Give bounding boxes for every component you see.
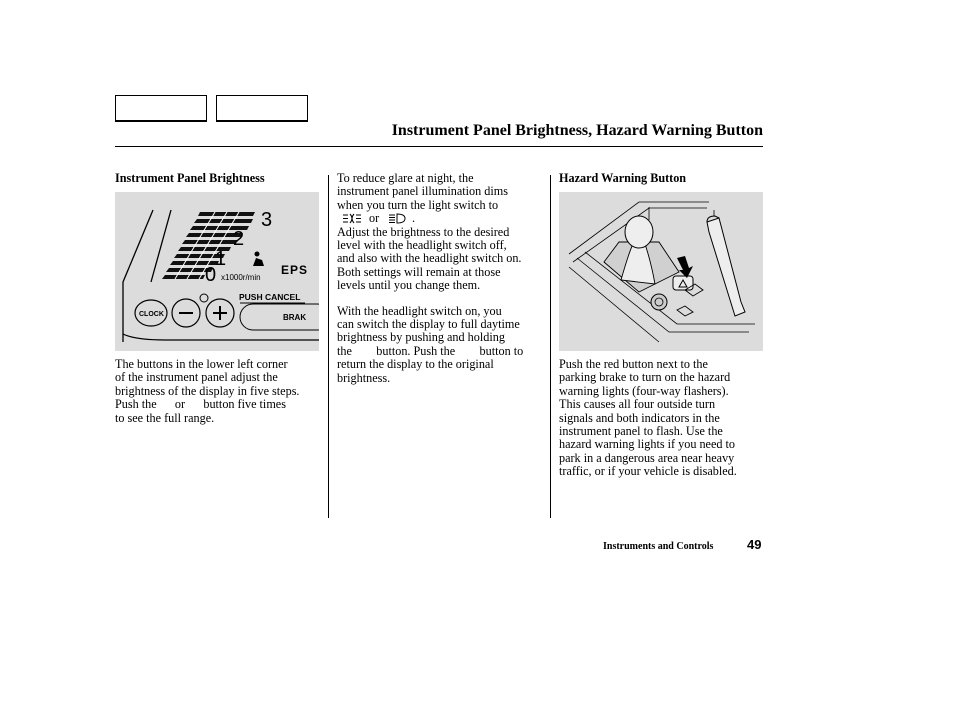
- left-line-2: of the instrument panel adjust the: [115, 370, 278, 385]
- parking-light-icon: [342, 213, 362, 224]
- right-line-3: warning lights (four-way flashers).: [559, 383, 729, 398]
- headlight-icon: [388, 213, 406, 224]
- clock-label: CLOCK: [139, 311, 164, 318]
- right-line-5: signals and both indicators in the: [559, 410, 720, 425]
- tach-1-label: 1: [215, 248, 227, 270]
- right-line-1: Push the red button next to the: [559, 357, 708, 371]
- instrument-panel-heading: Instrument Panel Brightness: [115, 171, 265, 185]
- left-line-3: brightness of the display in five steps.: [115, 383, 300, 398]
- left-column-text: [115, 358, 325, 425]
- mid-line-7: and also with the headlight switch on.: [337, 251, 522, 266]
- eps-label: EPS: [281, 263, 309, 277]
- footer-section-label: Instruments and Controls: [603, 541, 714, 552]
- brake-label: BRAK: [283, 313, 307, 322]
- mid-line-3: when you turn the light switch to: [337, 197, 499, 212]
- mid-p2-line-1: With the headlight switch on, you: [337, 303, 502, 318]
- period: .: [412, 211, 416, 226]
- rpm-unit-label: x1000r/min: [221, 273, 261, 282]
- right-line-9: traffic, or if your vehicle is disabled.: [559, 464, 737, 479]
- page-number: 49: [747, 537, 762, 552]
- or-word: or: [369, 211, 380, 226]
- header-tab-2: [216, 95, 308, 122]
- left-line-5: to see the full range.: [115, 410, 215, 425]
- hazard-button-illustration: [559, 192, 763, 351]
- instrument-panel-figure: [115, 192, 319, 351]
- mid-p2-line-5: return the display to the original: [337, 357, 494, 372]
- right-line-8: park in a dangerous area near heavy: [559, 450, 735, 465]
- left-line-4: Push the or button five times: [115, 397, 286, 412]
- mid-line-2: instrument panel illumination dims: [337, 184, 508, 199]
- tach-0-label: 0: [205, 264, 217, 286]
- seatbelt-warning-icon: [253, 252, 264, 267]
- mid-line-5: Adjust the brightness to the desired: [337, 224, 510, 239]
- mid-line-6: level with the headlight switch off,: [337, 238, 507, 253]
- light-switch-symbol-line: [337, 212, 547, 225]
- right-column-text: [559, 358, 769, 479]
- hazard-figure: [559, 192, 763, 351]
- right-line-6: instrument panel to flash. Use the: [559, 424, 723, 439]
- right-line-2: parking brake to turn on the hazard: [559, 370, 731, 385]
- left-line-1: The buttons in the lower left corner: [115, 357, 288, 371]
- column-divider-1: [328, 175, 329, 518]
- hazard-button: [673, 276, 693, 290]
- mid-p2-line-6: brightness.: [337, 370, 391, 385]
- mid-line-8: Both settings will remain at those: [337, 264, 501, 279]
- hazard-heading: Hazard Warning Button: [559, 171, 687, 185]
- instrument-panel-illustration: [115, 192, 319, 351]
- tach-2-label: 2: [233, 228, 245, 250]
- right-line-4: This causes all four outside turn: [559, 397, 716, 412]
- tach-3-label: 3: [261, 209, 273, 231]
- mid-line-1: To reduce glare at night, the: [337, 171, 474, 185]
- pointer-arrow-icon: [677, 256, 693, 278]
- push-cancel-label: PUSH CANCEL: [239, 292, 301, 302]
- mid-p2-line-4: the button. Push the button to: [337, 343, 524, 358]
- column-divider-2: [550, 175, 551, 518]
- page-title: Instrument Panel Brightness, Hazard Warning Button: [391, 122, 763, 139]
- mid-p2-line-3: brightness by pushing and holding: [337, 330, 505, 345]
- title-rule: [115, 146, 763, 147]
- middle-column-text: [337, 172, 547, 385]
- right-line-7: hazard warning lights if you need to: [559, 437, 735, 452]
- mid-p2-line-2: can switch the display to full daytime: [337, 317, 520, 332]
- header-tab-1: [115, 95, 207, 122]
- mid-line-9: levels until you change them.: [337, 278, 481, 293]
